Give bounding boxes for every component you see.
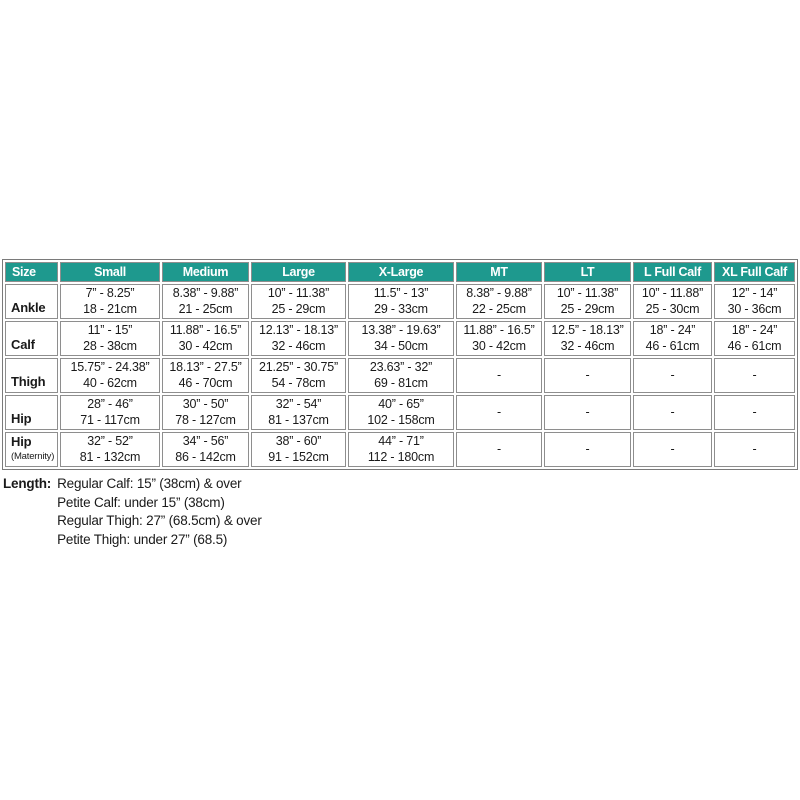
measurement-cell: 32” - 52” 81 - 132cm xyxy=(60,432,160,467)
column-header-lt: LT xyxy=(544,262,631,282)
length-note-line: Regular Calf: 15” (38cm) & over xyxy=(57,476,242,491)
length-notes-lines xyxy=(57,475,262,549)
measurement-cell: 28” - 46” 71 - 117cm xyxy=(60,395,160,430)
row-label: Ankle xyxy=(5,284,58,319)
measurement-cell: - xyxy=(714,358,795,393)
size-chart-table xyxy=(2,259,798,470)
table-row xyxy=(5,432,795,467)
measurement-cell: - xyxy=(714,395,795,430)
measurement-cell: 12.5” - 18.13” 32 - 46cm xyxy=(544,321,631,356)
table-row xyxy=(5,321,795,356)
length-note-line: Petite Calf: under 15” (38cm) xyxy=(57,494,225,510)
measurement-cell: 15.75” - 24.38” 40 - 62cm xyxy=(60,358,160,393)
length-notes xyxy=(3,475,262,549)
measurement-cell: 18” - 24” 46 - 61cm xyxy=(714,321,795,356)
measurement-cell: 38” - 60” 91 - 152cm xyxy=(251,432,346,467)
row-label: Thigh xyxy=(5,358,58,393)
column-header-mt: MT xyxy=(456,262,542,282)
row-label: Hip (Maternity) xyxy=(5,432,58,467)
measurement-cell: - xyxy=(544,432,631,467)
measurement-cell: - xyxy=(714,432,795,467)
measurement-cell: - xyxy=(633,358,712,393)
measurement-cell: 44” - 71” 112 - 180cm xyxy=(348,432,454,467)
column-header-xl-full-calf: XL Full Calf xyxy=(714,262,795,282)
measurement-cell: 34” - 56” 86 - 142cm xyxy=(162,432,249,467)
measurement-cell: 10” - 11.88” 25 - 30cm xyxy=(633,284,712,319)
measurement-cell: 11.88” - 16.5” 30 - 42cm xyxy=(162,321,249,356)
measurement-cell: - xyxy=(456,395,542,430)
measurement-cell: 32” - 54” 81 - 137cm xyxy=(251,395,346,430)
measurement-cell: 10” - 11.38” 25 - 29cm xyxy=(544,284,631,319)
measurement-cell: - xyxy=(633,432,712,467)
measurement-cell: 40” - 65” 102 - 158cm xyxy=(348,395,454,430)
length-note-line: Regular Thigh: 27” (68.5cm) & over xyxy=(57,513,262,528)
measurement-cell: 18” - 24” 46 - 61cm xyxy=(633,321,712,356)
measurement-cell: 10” - 11.38” 25 - 29cm xyxy=(251,284,346,319)
column-header-small: Small xyxy=(60,262,160,282)
table-row xyxy=(5,395,795,430)
measurement-cell: 11.5” - 13” 29 - 33cm xyxy=(348,284,454,319)
measurement-cell: - xyxy=(633,395,712,430)
measurement-cell: - xyxy=(456,358,542,393)
column-header-medium: Medium xyxy=(162,262,249,282)
measurement-cell: 12.13” - 18.13” 32 - 46cm xyxy=(251,321,346,356)
measurement-cell: - xyxy=(456,432,542,467)
length-notes-label: Length: xyxy=(3,476,52,491)
measurement-cell: 11.88” - 16.5” 30 - 42cm xyxy=(456,321,542,356)
measurement-cell: 23.63” - 32” 69 - 81cm xyxy=(348,358,454,393)
row-label: Calf xyxy=(5,321,58,356)
measurement-cell: 11” - 15” 28 - 38cm xyxy=(60,321,160,356)
table-row xyxy=(5,358,795,393)
length-note-line: Petite Thigh: under 27” (68.5) xyxy=(57,531,228,547)
row-label: Hip xyxy=(5,395,58,430)
measurement-cell: - xyxy=(544,395,631,430)
measurement-cell: 18.13” - 27.5” 46 - 70cm xyxy=(162,358,249,393)
measurement-cell: - xyxy=(544,358,631,393)
column-header-size: Size xyxy=(5,262,58,282)
table-row xyxy=(5,284,795,319)
column-header-large: Large xyxy=(251,262,346,282)
measurement-cell: 21.25” - 30.75” 54 - 78cm xyxy=(251,358,346,393)
table-header-row xyxy=(5,262,795,282)
measurement-cell: 7” - 8.25” 18 - 21cm xyxy=(60,284,160,319)
measurement-cell: 8.38” - 9.88” 22 - 25cm xyxy=(456,284,542,319)
column-header-x-large: X-Large xyxy=(348,262,454,282)
measurement-cell: 8.38” - 9.88” 21 - 25cm xyxy=(162,284,249,319)
measurement-cell: 12” - 14” 30 - 36cm xyxy=(714,284,795,319)
row-label-sub: (Maternity) xyxy=(11,451,55,462)
measurement-cell: 13.38” - 19.63” 34 - 50cm xyxy=(348,321,454,356)
column-header-l-full-calf: L Full Calf xyxy=(633,262,712,282)
measurement-cell: 30” - 50” 78 - 127cm xyxy=(162,395,249,430)
